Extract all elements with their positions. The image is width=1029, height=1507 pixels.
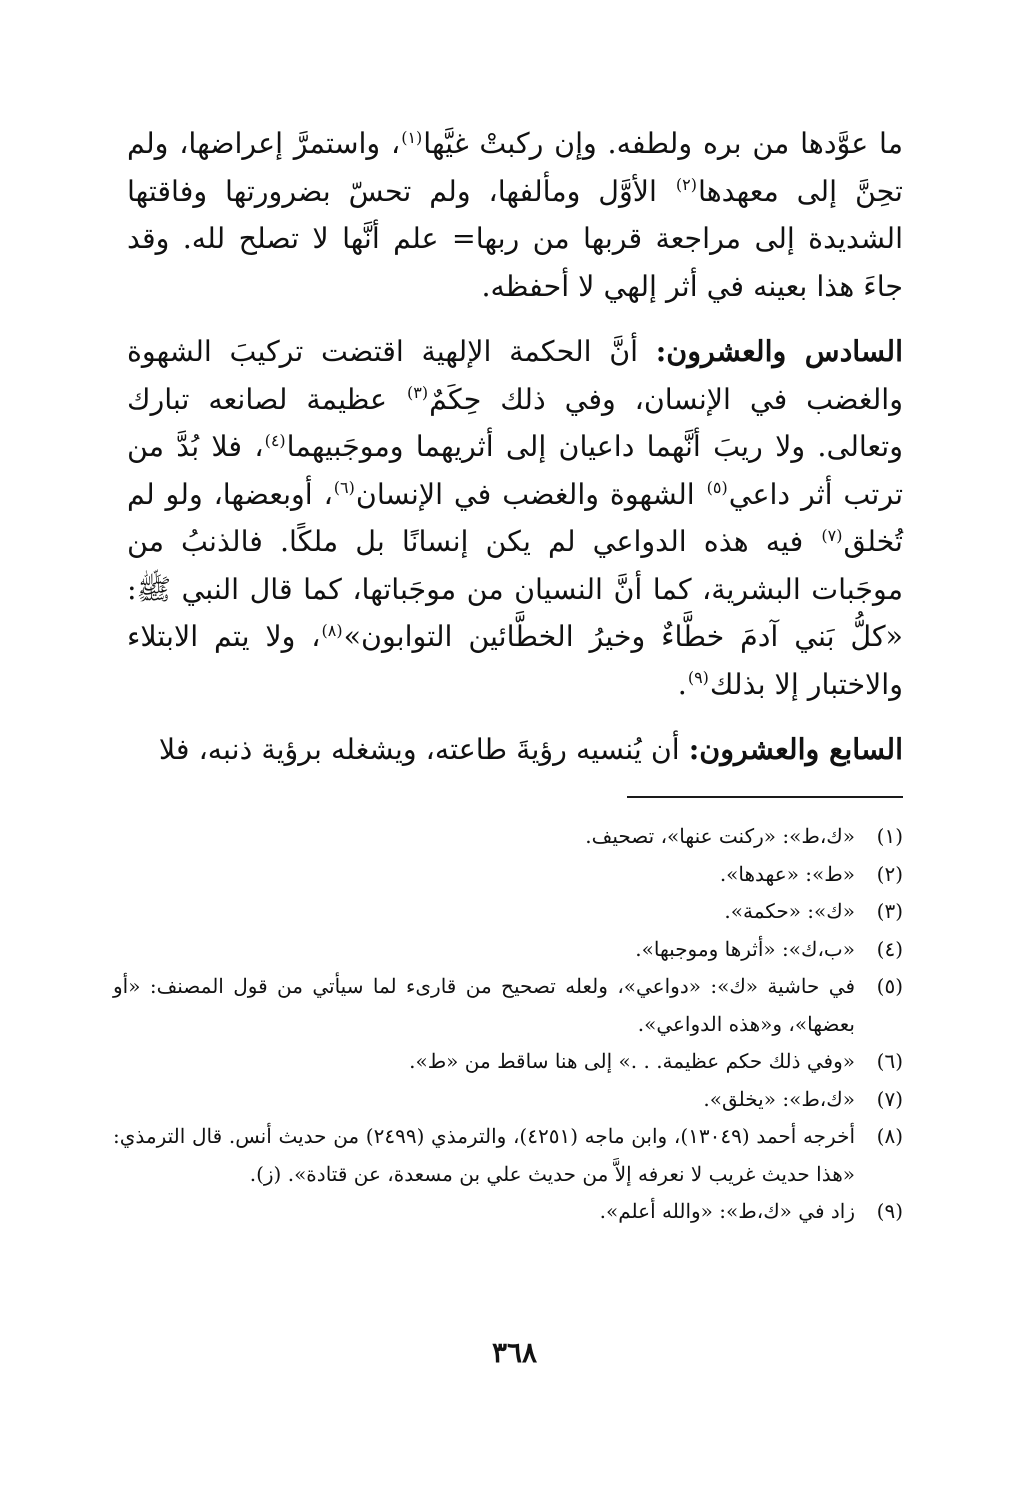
page-number: ٣٦٨ bbox=[491, 1336, 538, 1369]
paragraph-text: ، أوبعضها، ولو لم تُخلق bbox=[127, 477, 903, 558]
footnote-marker: (٥) bbox=[706, 478, 728, 497]
footnote bbox=[113, 893, 903, 931]
footnote-marker: (٦) bbox=[333, 478, 355, 497]
paragraph-text: أن يُنسيه رؤيةَ طاعته، ويشغله برؤية ذنبه، فلا bbox=[158, 733, 689, 766]
footnote-number: (٢) bbox=[876, 861, 903, 886]
footnote-number: (٨) bbox=[876, 1124, 903, 1148]
footnote bbox=[113, 1118, 903, 1193]
footnote-text: زاد في «ك،ط»: «والله أعلم». bbox=[599, 1199, 855, 1223]
footnote-text: «وفي ذلك حكم عظيمة. . .» إلى هنا ساقط من «ط». bbox=[409, 1049, 855, 1073]
footnote-marker: (٧) bbox=[821, 525, 843, 545]
footnote-text: «ك،ط»: «ركنت عنها»، تصحيف. bbox=[585, 824, 855, 848]
footnote bbox=[113, 856, 903, 894]
paragraph-text: ، ولا يتم الابتلاء والاختبار إلا بذلك bbox=[127, 620, 903, 701]
footnote-marker: (٣) bbox=[406, 383, 429, 402]
footnote-text: «ك»: «حكمة». bbox=[724, 899, 855, 923]
footnote-marker: (١) bbox=[401, 127, 423, 147]
paragraph bbox=[127, 328, 903, 708]
footnote bbox=[113, 818, 903, 856]
paragraph-text: الأوَّل ومألفها، ولم تحسّ بضرورتها وفاقتها الشديدة إلى مراجعة قربها من ربها= علم أنَّها لا تصلح لله. وقد جاءَ هذا بعينه في أثر إلهي لا أحفظه. bbox=[127, 174, 903, 303]
footnote-text: «ط»: «عهدها». bbox=[719, 861, 855, 886]
footnote-text: في حاشية «ك»: «دواعي»، ولعله تصحيح من قارىء لما سيأتي من قول المصنف: «أو بعضها»، و«هذه الدواعي». bbox=[113, 974, 856, 1036]
main-text bbox=[127, 120, 903, 792]
footnote-number: (٥) bbox=[876, 974, 903, 998]
footnote-number: (٣) bbox=[876, 899, 903, 923]
paragraph-text: . bbox=[677, 667, 687, 701]
footnote bbox=[113, 931, 903, 969]
paragraph bbox=[127, 120, 903, 310]
paragraph-text: أنَّ الحكمة الإلهية اقتضت تركيبَ الشهوة والغضب في الإنسان، وفي ذلك حِكَمٌ bbox=[127, 335, 903, 416]
paragraph-text: الشهوة والغضب في الإنسان bbox=[355, 477, 706, 511]
footnote bbox=[113, 1193, 903, 1231]
footnote-separator bbox=[627, 796, 903, 798]
footnote-marker: (٩) bbox=[687, 668, 709, 687]
footnote-marker: (٤) bbox=[264, 430, 286, 450]
section-heading: السادس والعشرون: bbox=[655, 334, 903, 368]
footnotes bbox=[113, 818, 903, 1231]
footnote-text: «ك،ط»: «يخلق». bbox=[703, 1086, 855, 1111]
footnote-text: أخرجه أحمد (١٣٠٤٩)، وابن ماجه (٤٢٥١)، والترمذي (٢٤٩٩) من حديث أنس. قال الترمذي: «هذا حديث غريب لا نعرفه إلاَّ من حديث علي بن مسعدة، عن قتادة». (ز). bbox=[113, 1124, 856, 1186]
footnote-number: (٧) bbox=[876, 1086, 903, 1111]
footnote bbox=[113, 968, 903, 1043]
footnote-marker: (٨) bbox=[321, 620, 343, 640]
footnote-number: (٩) bbox=[876, 1199, 903, 1223]
paragraph bbox=[127, 726, 903, 774]
paragraph-text: ، فلا بُدَّ من ترتب أثر داعي bbox=[127, 430, 904, 511]
footnote bbox=[113, 1081, 903, 1119]
footnote bbox=[113, 1043, 903, 1081]
footnote-number: (٤) bbox=[876, 936, 903, 961]
footnote-number: (١) bbox=[876, 824, 903, 848]
paragraph-text: فيه هذه الدواعي لم يكن إنسانًا بل ملكًا. فالذنبُ من موجَبات البشرية، كما أنَّ النسيان من موجَباتها، كما قال النبي ﷺ: «كلُّ بَني آدمَ خطَّاءٌ وخيرُ الخطَّائين التوابون» bbox=[127, 525, 903, 653]
paragraph-text: ما عوَّدها من بره ولطفه. وإن ركبتْ غيَّها bbox=[423, 127, 903, 160]
footnote-number: (٦) bbox=[876, 1049, 903, 1073]
section-heading: السابع والعشرون: bbox=[688, 732, 903, 766]
paragraph-text: عظيمة لصانعه تبارك وتعالى. ولا ريبَ أنَّهما داعيان إلى أثريهما وموجَبيهما bbox=[127, 382, 904, 463]
footnote-marker: (٢) bbox=[675, 175, 697, 194]
paragraph-text: ، واستمرَّ إعراضها، ولم تحِنَّ إلى معهدها bbox=[127, 127, 903, 208]
footnote-text: «ب،ك»: «أثرها وموجبها». bbox=[635, 936, 855, 961]
